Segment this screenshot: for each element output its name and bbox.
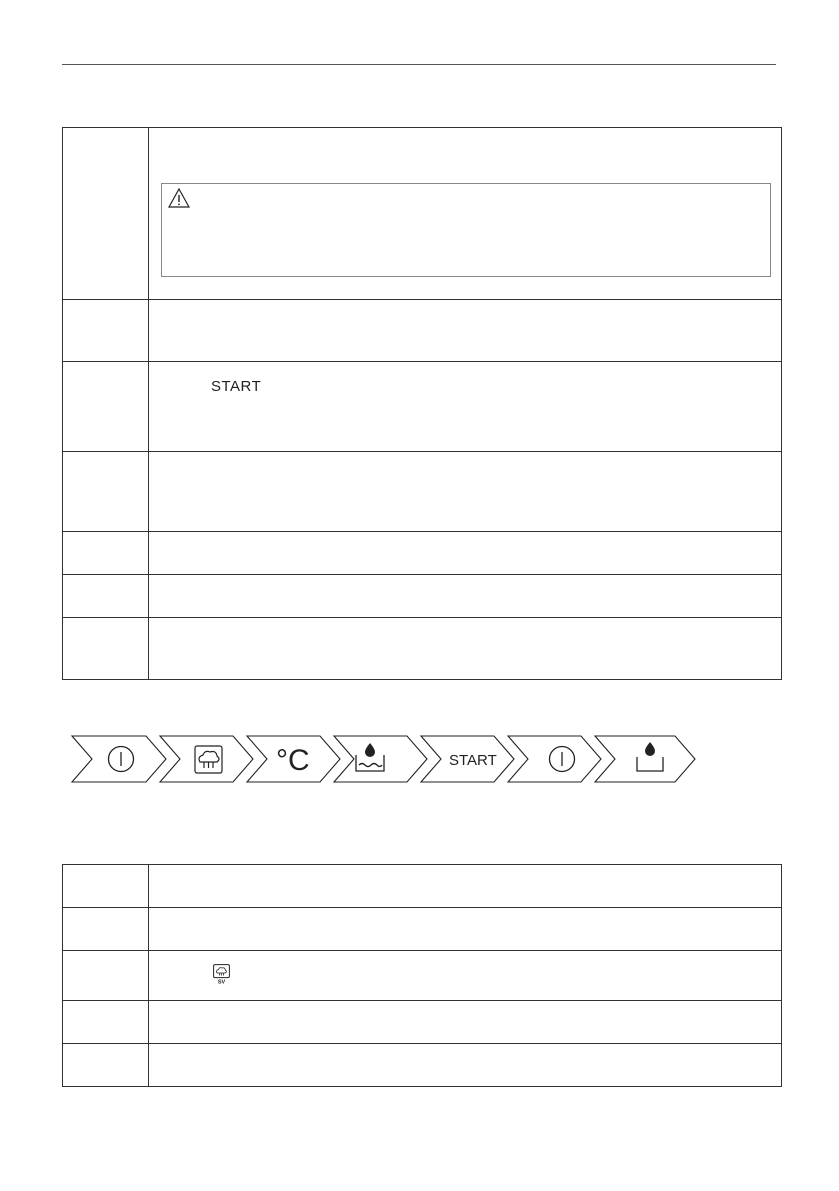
table-row [63, 575, 782, 618]
table-row [63, 128, 782, 300]
step-number-cell [63, 128, 149, 300]
step-text-cell [149, 951, 782, 1001]
start-button-label: START [211, 378, 262, 395]
sv-label: SV [217, 979, 226, 984]
table-row [63, 1044, 782, 1087]
table-row [63, 1001, 782, 1044]
instruction-table-2 [62, 864, 782, 1087]
step-text-cell [149, 300, 782, 362]
step-text-cell [149, 575, 782, 618]
power-icon [109, 747, 134, 772]
water-tank-fill-icon [356, 743, 384, 771]
sequence-step [595, 736, 695, 782]
step-number-cell [63, 452, 149, 532]
sequence-step [508, 736, 601, 782]
header-rule [62, 64, 776, 65]
sequence-step [334, 736, 427, 782]
sequence-step [160, 736, 253, 782]
step-text-cell [149, 1001, 782, 1044]
table-row [63, 908, 782, 951]
sv-steam-icon [213, 964, 230, 984]
table-row [63, 452, 782, 532]
step-number-cell [63, 908, 149, 951]
temperature-icon: °C [276, 744, 310, 777]
table-row [63, 951, 782, 1001]
step-text-cell [149, 362, 782, 452]
step-text-cell [149, 618, 782, 680]
warning-triangle-icon [168, 188, 190, 208]
step-text-cell [149, 452, 782, 532]
step-text-cell [149, 128, 782, 300]
step-number-cell [63, 575, 149, 618]
table-row [63, 362, 782, 452]
step-text-cell [149, 908, 782, 951]
step-number-cell [63, 865, 149, 908]
table-row [63, 618, 782, 680]
step-number-cell [63, 951, 149, 1001]
operation-sequence [70, 735, 700, 783]
step-number-cell [63, 532, 149, 575]
step-number-cell [63, 1044, 149, 1087]
warning-box [161, 183, 771, 277]
step-number-cell [63, 1001, 149, 1044]
table-row [63, 865, 782, 908]
table-row [63, 300, 782, 362]
step-text-cell [149, 532, 782, 575]
steam-program-icon [195, 746, 222, 773]
table-row [63, 532, 782, 575]
instruction-table-1 [62, 127, 782, 680]
step-number-cell [63, 362, 149, 452]
power-icon [550, 747, 575, 772]
step-number-cell [63, 618, 149, 680]
sequence-step [72, 736, 166, 782]
step-text-cell [149, 1044, 782, 1087]
start-label: START [449, 752, 497, 769]
water-drain-icon [637, 742, 663, 771]
step-text-cell [149, 865, 782, 908]
step-number-cell [63, 300, 149, 362]
